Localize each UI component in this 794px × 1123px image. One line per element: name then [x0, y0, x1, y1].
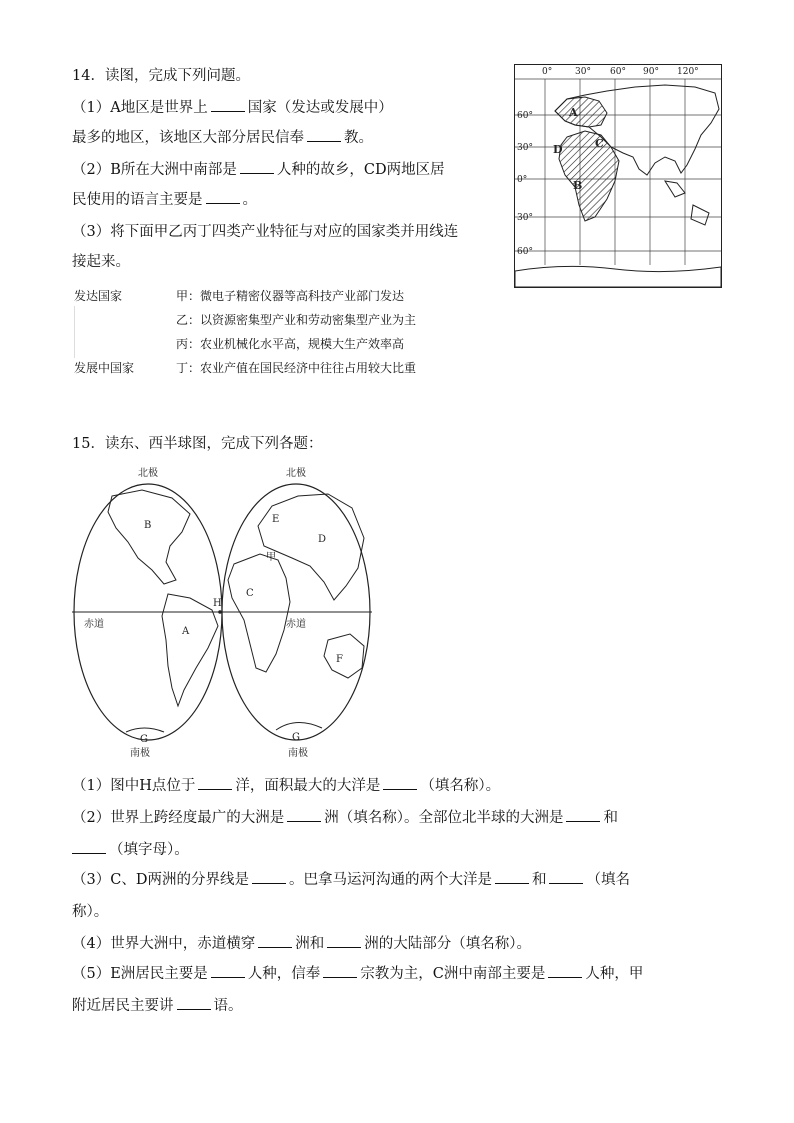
q14-p2-text-d: 。	[242, 192, 257, 208]
lon-label: 30°	[575, 67, 591, 77]
australia-shape	[324, 634, 364, 678]
q15-sub5-line1	[72, 964, 643, 984]
q14-p1-text-b: 国家（发达或发展中）	[247, 100, 393, 116]
lat-label: 30°	[517, 213, 533, 223]
answer-blank[interactable]	[323, 964, 357, 978]
answer-blank[interactable]	[327, 934, 361, 948]
answer-blank[interactable]	[252, 870, 286, 884]
answer-blank[interactable]	[198, 776, 232, 790]
lat-label: 60°	[517, 111, 533, 121]
answer-blank[interactable]	[549, 870, 583, 884]
map-label-a: A	[182, 626, 190, 637]
region-a-hatched	[555, 97, 607, 127]
q14-p1-text-c: 最多的地区，该地区大部分居民信奉	[72, 130, 304, 146]
q15-2-text-c: 和	[603, 810, 618, 826]
equator-label-east: 赤道	[286, 619, 306, 630]
q15-5-text-c: 宗教为主，C洲中南部主要是	[360, 966, 546, 982]
answer-blank[interactable]	[566, 808, 600, 822]
island-shape	[665, 181, 685, 197]
map-grid	[515, 79, 721, 265]
match-right-bing: 丙：农业机械化水平高，规模大生产效率高	[176, 337, 405, 351]
q14-title: 14．读图，完成下列问题。	[72, 68, 250, 84]
divider	[74, 306, 75, 358]
q15-5-text-b: 人种，信奉	[247, 966, 321, 982]
point-h-marker	[218, 610, 222, 614]
q15-1-text-a: （1）图中H点位于	[72, 778, 196, 794]
answer-blank[interactable]	[211, 964, 245, 978]
map-label-d: D	[318, 534, 327, 545]
q15-2-text-d: （填字母）。	[109, 842, 189, 858]
q15-sub2-line1	[72, 808, 618, 828]
q15-sub3-line2: 称）。	[72, 904, 109, 920]
q15-4-text-a: （4）世界大洲中，赤道横穿	[72, 936, 256, 952]
q15-3-text-c: 和	[531, 872, 547, 888]
q14-part2-line2	[72, 190, 257, 210]
lon-label: 60°	[610, 67, 626, 77]
match-left-developing: 发展中国家	[74, 361, 135, 375]
region-label-a: A	[569, 106, 578, 119]
q14-part2-line1	[72, 160, 445, 180]
q15-sub2-line2	[72, 840, 189, 860]
q15-sub3-line1	[72, 870, 630, 890]
antarctica-east-shape	[276, 722, 322, 730]
match-right-ding: 丁：农业产值在国民经济中往往占用较大比重	[176, 361, 417, 375]
match-right-yi: 乙：以资源密集型产业和劳动密集型产业为主	[176, 313, 417, 327]
match-right-jia: 甲：微电子精密仪器等高科技产业部门发达	[176, 289, 405, 303]
map-label-e: E	[272, 514, 280, 525]
q15-sub5-line2	[72, 996, 243, 1016]
south-pole-label-west: 南极	[130, 748, 150, 759]
map-label-h: H	[213, 598, 222, 609]
q15-5-text-e: 附近居民主要讲	[72, 998, 174, 1014]
answer-blank[interactable]	[72, 840, 106, 854]
answer-blank[interactable]	[240, 160, 274, 174]
q15-4-text-b: 洲和	[295, 936, 325, 952]
south-america-shape	[162, 594, 218, 706]
answer-blank[interactable]	[177, 996, 211, 1010]
region-label-d: D	[553, 143, 563, 156]
map-label-c: C	[246, 588, 254, 599]
lon-label: 120°	[677, 67, 699, 77]
q14-part1-line2	[72, 128, 373, 148]
answer-blank[interactable]	[307, 128, 341, 142]
q15-1-text-c: （填名称）。	[420, 778, 501, 794]
answer-blank[interactable]	[258, 934, 292, 948]
q14-p2-text-b: 人种的故乡，CD两地区居	[276, 162, 445, 178]
q15-3-text-b: 。巴拿马运河沟通的两个大洋是	[288, 872, 492, 888]
map-figure	[515, 65, 721, 287]
lon-label: 0°	[542, 67, 553, 77]
q15-3-text-d: （填名	[586, 872, 630, 888]
north-pole-label-west: 北极	[138, 468, 158, 479]
map-label-f: F	[336, 654, 343, 665]
south-pole-label-east: 南极	[288, 748, 308, 759]
q15-4-text-c: 洲的大陆部分（填名称）。	[364, 936, 531, 952]
region-label-c: C	[595, 137, 604, 150]
q15-sub1	[72, 776, 500, 796]
hemispheres-figure	[72, 462, 372, 760]
q15-hemispheres-map	[72, 462, 372, 760]
antarctica-shape	[515, 266, 721, 287]
map-label-jia: 甲	[266, 552, 276, 563]
q15-5-text-f: 语。	[213, 998, 243, 1014]
region-label-b: B	[573, 179, 583, 192]
q14-part3-line2: 接起来。	[72, 254, 130, 270]
q14-p2-text-a: （2）B所在大洲中南部是	[72, 162, 237, 178]
lat-label: 30°	[517, 143, 533, 153]
north-america-shape	[108, 490, 190, 584]
answer-blank[interactable]	[287, 808, 321, 822]
answer-blank[interactable]	[548, 964, 582, 978]
q14-p1-text-d: 教。	[344, 130, 373, 146]
q15-5-text-d: 人种，甲	[585, 966, 644, 982]
answer-blank[interactable]	[206, 190, 240, 204]
north-pole-label-east: 北极	[286, 468, 306, 479]
lat-label: 60°	[517, 247, 533, 257]
lon-label: 90°	[643, 67, 659, 77]
eurasia-shape	[258, 494, 364, 600]
africa-shape	[228, 554, 290, 672]
q15-3-text-a: （3）C、D两洲的分界线是	[72, 872, 249, 888]
q15-1-text-b: 洋，面积最大的大洋是	[235, 778, 381, 794]
answer-blank[interactable]	[383, 776, 417, 790]
q14-p2-text-c: 民使用的语言主要是	[72, 192, 203, 208]
answer-blank[interactable]	[495, 870, 529, 884]
q15-2-text-a: （2）世界上跨经度最广的大洲是	[72, 810, 285, 826]
q14-world-map	[514, 64, 722, 288]
q15-2-text-b: 洲（填名称）。全部位北半球的大洲是	[324, 810, 564, 826]
map-label-g-east: G	[292, 732, 300, 743]
antarctica-west-shape	[126, 728, 164, 732]
q14-p1-text-a: （1）A地区是世界上	[72, 100, 208, 116]
australia-shape	[691, 205, 709, 225]
map-label-b: B	[144, 520, 152, 531]
q15-title: 15．读东、西半球图，完成下列各题：	[72, 436, 323, 452]
q15-sub4	[72, 934, 531, 954]
map-label-g-west: G	[140, 734, 148, 745]
africa-hatched	[559, 131, 619, 221]
q15-5-text-a: （5）E洲居民主要是	[72, 966, 208, 982]
equator-label-west: 赤道	[84, 619, 104, 630]
lat-label: 0°	[517, 175, 528, 185]
answer-blank[interactable]	[211, 98, 245, 112]
q14-part1-line1	[72, 98, 393, 118]
match-left-developed: 发达国家	[74, 289, 123, 303]
q14-part3-line1: （3）将下面甲乙丙丁四类产业特征与对应的国家类并用线连	[72, 224, 459, 240]
